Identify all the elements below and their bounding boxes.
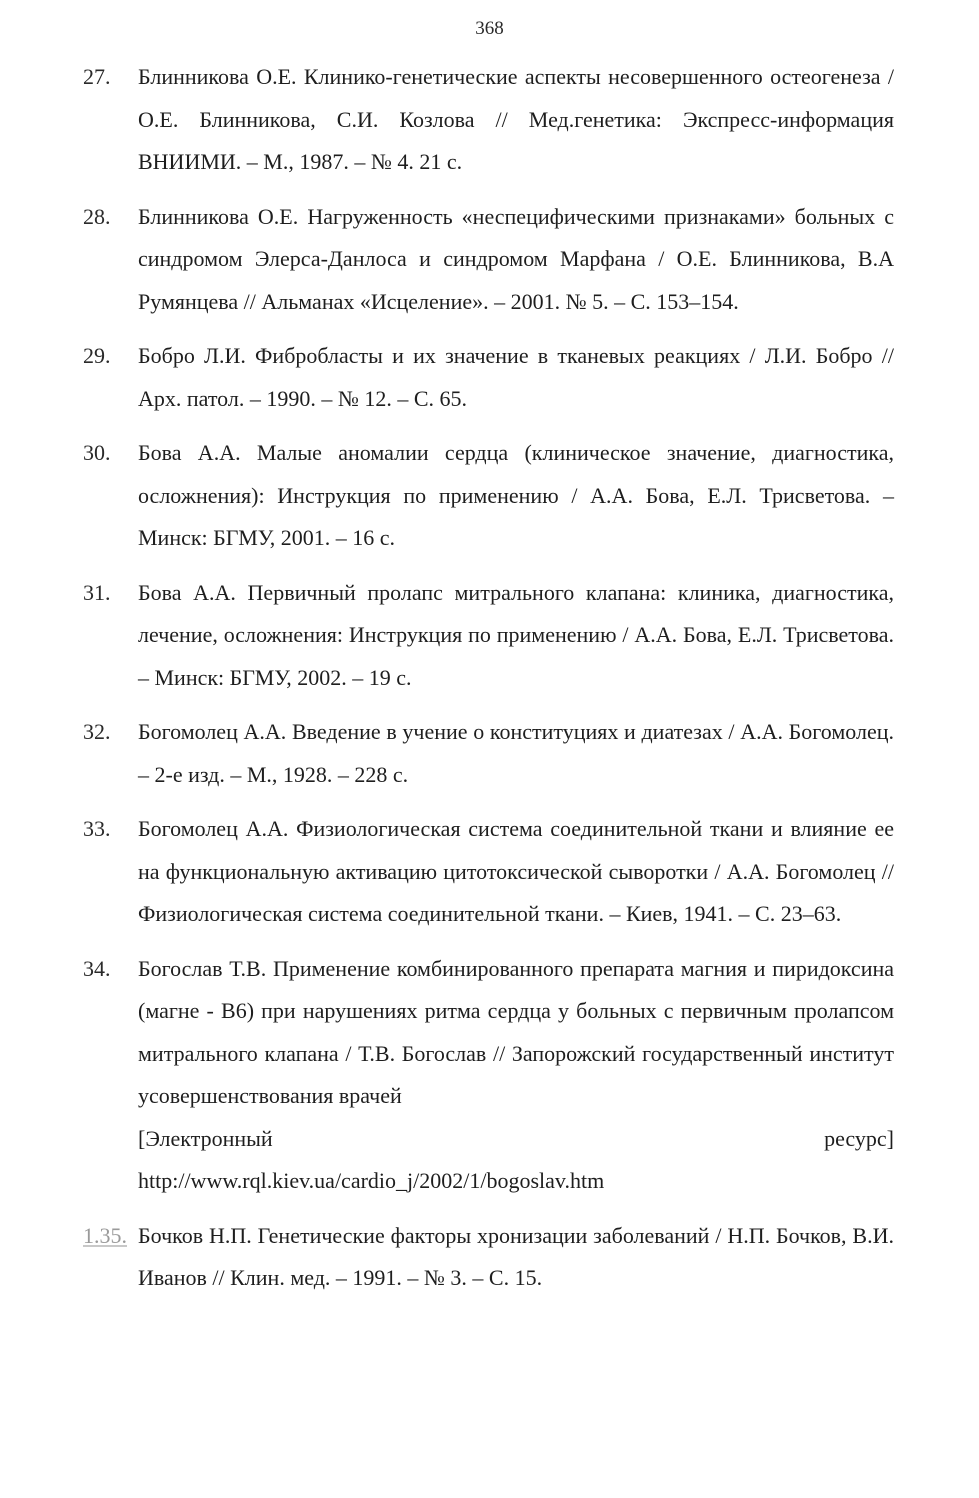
reference-text: Бочков Н.П. Генетические факторы хронизации заболеваний / Н.П. Бочков, В.И. Иванов // Клин. мед. – 1991. – № 3. – С. 15. xyxy=(138,1222,894,1290)
reference-text: Богомолец А.А. Физиологическая система соединительной ткани и влияние ее на функциональную активацию цитотоксической сыворотки / А.А. Богомолец // Физиологическая система соединительной ткани. – Киев, 1941. – С. 23–63. xyxy=(138,816,894,926)
reference-number: 1.35. xyxy=(83,1222,127,1248)
reference-text: Бова А.А. Первичный пролапс митрального клапана: клиника, диагностика, лечение, осложнения: Инструкция по применению / А.А. Бова, Е.Л. Трисветова. – Минск: БГМУ, 2002. – 19 с. xyxy=(138,579,894,690)
reference-text: Богослав Т.В. Применение комбинированного препарата магния и пиридоксина (магне - В6) при нарушениях ритма сердца у больных с первичным пролапсом митрального клапана / Т.В. Богослав // Запорожский государственный институт усовершенствования врачей xyxy=(138,955,894,1108)
resource-label-right: ресурс] xyxy=(824,1125,894,1151)
reference-text: Блинникова О.Е. Клинико-генетические аспекты несовершенного остеогенеза / О.Е. Блинникова, С.И. Козлова // Мед.генетика: Экспресс-информация ВНИИМИ. – М., 1987. – № 4. 21 с. xyxy=(138,64,894,174)
reference-item xyxy=(83,432,894,560)
reference-number: 29. xyxy=(83,343,111,368)
reference-item xyxy=(83,808,894,936)
reference-list xyxy=(0,56,979,1312)
reference-text: Бобро Л.И. Фибробласты и их значение в тканевых реакциях / Л.И. Бобро // Арх. патол. – 1990. – № 12. – С. 65. xyxy=(138,343,894,411)
reference-item xyxy=(83,948,894,1203)
reference-item xyxy=(83,1215,894,1300)
resource-label-left: [Электронный xyxy=(138,1125,273,1151)
reference-text: Бова А.А. Малые аномалии сердца (клиническое значение, диагностика, осложнения): Инструкция по применению / А.А. Бова, Е.Л. Трисветова. – Минск: БГМУ, 2001. – 16 с. xyxy=(138,440,894,550)
reference-number: 30. xyxy=(83,440,111,465)
reference-number: 28. xyxy=(83,203,111,229)
reference-url: http://www.rql.kiev.ua/cardio_j/2002/1/bogoslav.htm xyxy=(138,1168,605,1193)
reference-item xyxy=(83,572,894,700)
resource-line xyxy=(138,1118,894,1161)
reference-item xyxy=(83,56,894,184)
reference-item xyxy=(83,335,894,420)
reference-item xyxy=(83,196,894,324)
reference-number: 33. xyxy=(83,816,111,841)
reference-text: Блинникова О.Е. Нагруженность «неспецифическими признаками» больных с синдромом Элерса-Данлоса и синдромом Марфана / О.Е. Блинникова, В.А Румянцева // Альманах «Исцеление». – 2001. № 5. – С. 153–154. xyxy=(138,203,894,314)
reference-number: 32. xyxy=(83,719,111,744)
reference-number: 27. xyxy=(83,64,111,89)
page-number: 368 xyxy=(475,18,504,39)
reference-number: 31. xyxy=(83,579,111,605)
reference-text: Богомолец А.А. Введение в учение о конституциях и диатезах / А.А. Богомолец. – 2-е изд. – М., 1928. – 228 с. xyxy=(138,719,894,787)
reference-number: 34. xyxy=(83,955,111,981)
reference-item xyxy=(83,711,894,796)
